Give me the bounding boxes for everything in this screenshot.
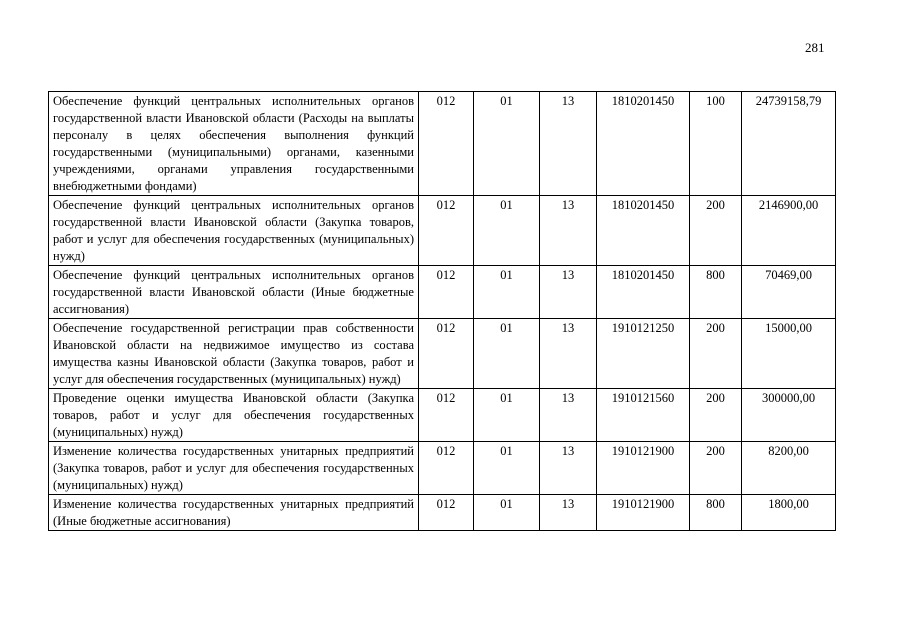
row-ministry-code: 012 bbox=[419, 495, 474, 531]
row-target-article: 1910121560 bbox=[597, 389, 690, 442]
page-number: 281 bbox=[805, 40, 825, 55]
row-subsection-code: 13 bbox=[540, 196, 597, 266]
row-ministry-code: 012 bbox=[419, 266, 474, 319]
row-amount: 15000,00 bbox=[742, 319, 836, 389]
row-subsection-code: 13 bbox=[540, 442, 597, 495]
row-subsection-code: 13 bbox=[540, 266, 597, 319]
row-amount: 8200,00 bbox=[742, 442, 836, 495]
table-row bbox=[49, 495, 836, 531]
row-target-article: 1910121250 bbox=[597, 319, 690, 389]
row-amount: 1800,00 bbox=[742, 495, 836, 531]
row-ministry-code: 012 bbox=[419, 319, 474, 389]
row-section-code: 01 bbox=[474, 319, 540, 389]
row-expense-type: 200 bbox=[690, 389, 742, 442]
row-ministry-code: 012 bbox=[419, 442, 474, 495]
row-amount: 300000,00 bbox=[742, 389, 836, 442]
row-target-article: 1910121900 bbox=[597, 495, 690, 531]
row-expense-type: 800 bbox=[690, 266, 742, 319]
row-description: Изменение количества государственных унитарных предприятий (Иные бюджетные ассигнования) bbox=[49, 495, 419, 531]
row-expense-type: 100 bbox=[690, 92, 742, 196]
row-section-code: 01 bbox=[474, 442, 540, 495]
row-target-article: 1810201450 bbox=[597, 196, 690, 266]
row-subsection-code: 13 bbox=[540, 389, 597, 442]
table-row bbox=[49, 389, 836, 442]
row-expense-type: 200 bbox=[690, 196, 742, 266]
row-subsection-code: 13 bbox=[540, 92, 597, 196]
row-description: Обеспечение функций центральных исполнительных органов государственной власти Ивановской области (Иные бюджетные ассигнования) bbox=[49, 266, 419, 319]
row-amount: 24739158,79 bbox=[742, 92, 836, 196]
row-section-code: 01 bbox=[474, 196, 540, 266]
row-target-article: 1810201450 bbox=[597, 266, 690, 319]
row-expense-type: 200 bbox=[690, 442, 742, 495]
row-ministry-code: 012 bbox=[419, 389, 474, 442]
table-row bbox=[49, 266, 836, 319]
row-subsection-code: 13 bbox=[540, 319, 597, 389]
table-row bbox=[49, 92, 836, 196]
budget-table bbox=[48, 91, 836, 531]
row-amount: 2146900,00 bbox=[742, 196, 836, 266]
row-expense-type: 200 bbox=[690, 319, 742, 389]
row-ministry-code: 012 bbox=[419, 196, 474, 266]
row-section-code: 01 bbox=[474, 495, 540, 531]
row-description: Проведение оценки имущества Ивановской области (Закупка товаров, работ и услуг для обеспечения государственных (муниципальных) нужд) bbox=[49, 389, 419, 442]
row-subsection-code: 13 bbox=[540, 495, 597, 531]
row-expense-type: 800 bbox=[690, 495, 742, 531]
row-description: Обеспечение функций центральных исполнительных органов государственной власти Ивановской области (Расходы на выплаты персоналу в целях обеспечения выполнения функций государственными (муниципальными) органами, казенными учреждениями, органами управления государственными внебюджетными фондами) bbox=[49, 92, 419, 196]
row-amount: 70469,00 bbox=[742, 266, 836, 319]
row-section-code: 01 bbox=[474, 266, 540, 319]
row-description: Обеспечение функций центральных исполнительных органов государственной власти Ивановской области (Закупка товаров, работ и услуг для обеспечения государственных (муниципальных) нужд) bbox=[49, 196, 419, 266]
row-description: Изменение количества государственных унитарных предприятий (Закупка товаров, работ и услуг для обеспечения государственных (муниципальных) нужд) bbox=[49, 442, 419, 495]
table-row bbox=[49, 319, 836, 389]
row-ministry-code: 012 bbox=[419, 92, 474, 196]
row-target-article: 1810201450 bbox=[597, 92, 690, 196]
table-row bbox=[49, 196, 836, 266]
row-description: Обеспечение государственной регистрации прав собственности Ивановской области на недвижимое имущество из состава имущества казны Ивановской области (Закупка товаров, работ и услуг для обеспечения государственных (муниципальных) нужд) bbox=[49, 319, 419, 389]
row-section-code: 01 bbox=[474, 92, 540, 196]
row-section-code: 01 bbox=[474, 389, 540, 442]
row-target-article: 1910121900 bbox=[597, 442, 690, 495]
table-row bbox=[49, 442, 836, 495]
